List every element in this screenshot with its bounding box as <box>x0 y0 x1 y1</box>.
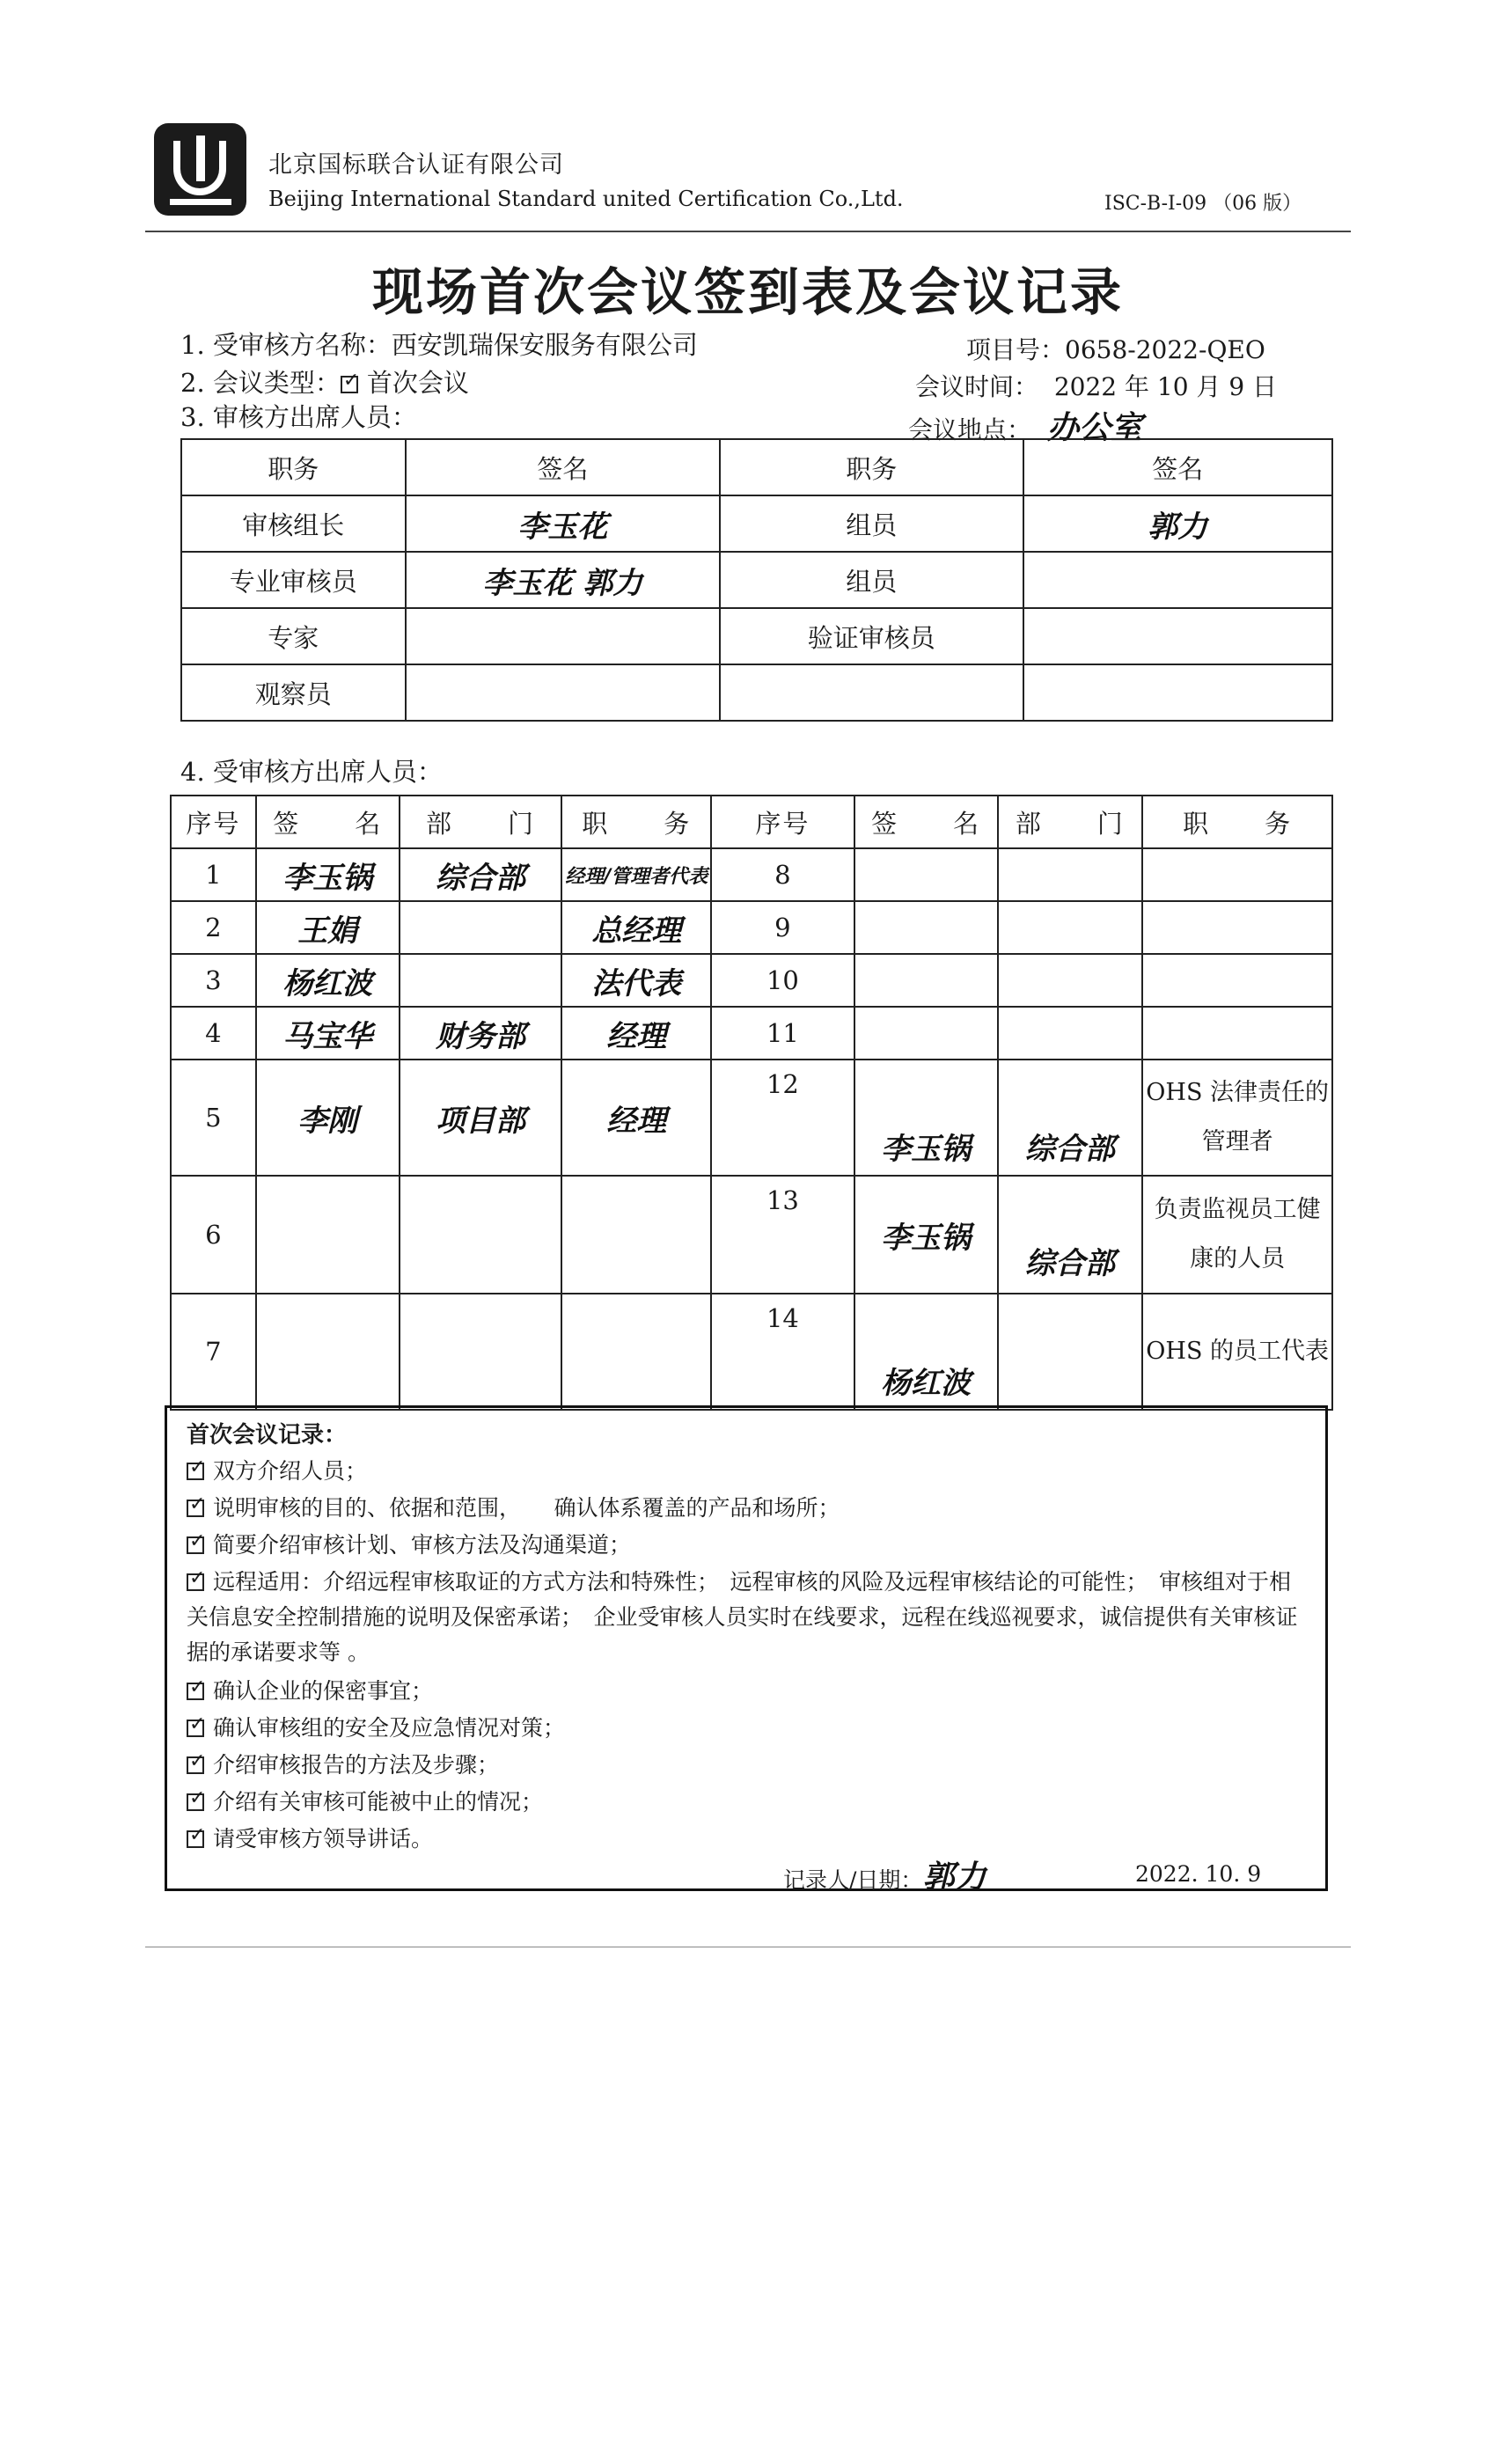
seq-cell: 6 <box>171 1176 256 1294</box>
note-checkbox <box>187 1500 204 1517</box>
table-row <box>171 901 1332 954</box>
dept-cell: 项目部 <box>400 1060 562 1176</box>
signature-cell: 王娟 <box>256 901 400 954</box>
dept-cell <box>998 901 1143 954</box>
signature-cell <box>406 664 720 721</box>
signature-cell: 李玉花 <box>406 495 720 552</box>
seq-cell: 4 <box>171 1007 256 1060</box>
position-cell: 负责监视员工健康的人员 <box>1142 1176 1332 1294</box>
signature-cell: 李玉锅 <box>854 1176 998 1294</box>
note-checkbox <box>187 1463 204 1480</box>
signature-cell: 郭力 <box>1023 495 1333 552</box>
table-row <box>181 664 1332 721</box>
position-cell: 法代表 <box>561 954 711 1007</box>
signature-cell: 李刚 <box>256 1060 400 1176</box>
seq-cell: 13 <box>711 1176 854 1294</box>
seq-cell: 7 <box>171 1294 256 1410</box>
table-row <box>171 1294 1332 1410</box>
table-row <box>171 1176 1332 1294</box>
auditee-attendees-table <box>170 795 1333 1411</box>
position-cell: OHS 法律责任的管理者 <box>1142 1060 1332 1176</box>
note-item <box>187 1565 1304 1670</box>
role-cell: 组员 <box>720 552 1023 608</box>
signature-cell <box>256 1176 400 1294</box>
role-cell: 观察员 <box>181 664 406 721</box>
dept-cell <box>998 954 1143 1007</box>
note-text: 简要介绍审核计划、审核方法及沟通渠道； <box>213 1532 632 1558</box>
position-cell <box>1142 848 1332 901</box>
meeting-type-line <box>180 363 469 400</box>
meeting-type-value: 首次会议 <box>366 368 469 398</box>
project-label: 项目号： <box>966 335 1066 364</box>
role-cell: 审核组长 <box>181 495 406 552</box>
role-cell: 专家 <box>181 608 406 664</box>
note-text: 介绍审核报告的方法及步骤； <box>213 1752 500 1778</box>
note-checkbox <box>187 1830 204 1848</box>
note-item <box>187 1785 1304 1820</box>
dept-cell <box>400 1176 562 1294</box>
audit-attendees-label: 3. 审核方出席人员： <box>180 402 417 432</box>
recorder-label: 记录人/日期： <box>783 1867 923 1893</box>
dept-cell <box>400 901 562 954</box>
table-row <box>181 608 1332 664</box>
seq-cell: 12 <box>711 1060 854 1176</box>
note-checkbox <box>187 1536 204 1554</box>
note-text: 说明审核的目的、依据和范围， 确认体系覆盖的产品和场所； <box>213 1495 840 1521</box>
project-number: 0658-2022-QEO <box>1065 335 1265 364</box>
note-item <box>187 1491 1304 1526</box>
header-cell: 签 名 <box>256 796 400 848</box>
header-divider <box>145 231 1351 232</box>
signature-cell <box>1023 552 1333 608</box>
position-cell <box>1142 901 1332 954</box>
document-title: 现场首次会议签到表及会议记录 <box>371 262 1124 322</box>
note-text: 远程适用：介绍远程审核取证的方式方法和特殊性； 远程审核的风险及远程审核结论的可能性； 审核组对于相关信息安全控制措施的说明及保密承诺； 企业受审核人员实时在线要求，远程在线巡视要求，诚信提供有关审核证据的承诺要求等 。 <box>187 1569 1298 1665</box>
signature-cell: 李玉花 郭力 <box>406 552 720 608</box>
dept-cell <box>998 848 1143 901</box>
note-item <box>187 1528 1304 1563</box>
note-item <box>187 1674 1304 1709</box>
position-cell: 经理 <box>561 1007 711 1060</box>
note-checkbox <box>187 1683 204 1700</box>
auditee-name: 西安凯瑞保安服务有限公司 <box>391 330 698 360</box>
header-cell: 职 务 <box>561 796 711 848</box>
meeting-location-value: 办公室 <box>1047 410 1143 446</box>
meeting-notes-box <box>165 1405 1328 1896</box>
dept-cell: 综合部 <box>400 848 562 901</box>
signature-cell <box>256 1294 400 1410</box>
signature-cell: 杨红波 <box>256 954 400 1007</box>
header-cell: 签名 <box>1023 439 1333 495</box>
dept-cell <box>998 1007 1143 1060</box>
note-text: 介绍有关审核可能被中止的情况； <box>213 1789 544 1815</box>
table-row <box>171 848 1332 901</box>
auditee-line <box>180 326 698 362</box>
meeting-time-label: 会议时间： <box>915 372 1039 401</box>
signature-cell: 李玉锅 <box>256 848 400 901</box>
table-row <box>171 954 1332 1007</box>
signature-cell <box>1023 664 1333 721</box>
seq-cell: 14 <box>711 1294 854 1410</box>
recorder-signature: 郭力 <box>922 1859 986 1896</box>
table-row <box>181 495 1332 552</box>
dept-cell <box>998 1294 1143 1410</box>
role-cell <box>720 664 1023 721</box>
header-cell: 序号 <box>711 796 854 848</box>
seq-cell: 8 <box>711 848 854 901</box>
note-text: 确认审核组的安全及应急情况对策； <box>213 1715 566 1741</box>
meeting-time-value: 2022 年 10 月 9 日 <box>1053 372 1278 401</box>
position-cell <box>1142 954 1332 1007</box>
position-cell <box>561 1294 711 1410</box>
dept-cell <box>400 1294 562 1410</box>
note-text: 双方介绍人员； <box>213 1458 368 1484</box>
header-cell: 签 名 <box>854 796 998 848</box>
signature-cell <box>854 1007 998 1060</box>
role-cell: 组员 <box>720 495 1023 552</box>
note-item <box>187 1822 1304 1857</box>
table-row <box>171 1007 1332 1060</box>
signature-cell <box>1023 608 1333 664</box>
role-cell: 专业审核员 <box>181 552 406 608</box>
table-row <box>171 1060 1332 1176</box>
header-cell: 序号 <box>171 796 256 848</box>
header-cell: 签名 <box>406 439 720 495</box>
position-cell <box>1142 1007 1332 1060</box>
dept-cell: 财务部 <box>400 1007 562 1060</box>
position-cell: 经理 <box>561 1060 711 1176</box>
signature-cell <box>406 608 720 664</box>
signature-cell: 李玉锅 <box>854 1060 998 1176</box>
dept-cell <box>400 954 562 1007</box>
dept-cell: 综合部 <box>998 1060 1143 1176</box>
recorder-line <box>783 1852 986 1897</box>
note-checkbox <box>187 1756 204 1774</box>
auditee-attendees-label: 4. 受审核方出席人员： <box>180 757 443 787</box>
signature-cell <box>854 901 998 954</box>
record-date: 2022. 10. 9 <box>1135 1861 1262 1887</box>
dept-cell: 综合部 <box>998 1176 1143 1294</box>
seq-cell: 5 <box>171 1060 256 1176</box>
position-cell: 经理/管理者代表 <box>561 848 711 901</box>
header-cell: 职 务 <box>1142 796 1332 848</box>
audit-team-table <box>180 438 1333 722</box>
signature-cell: 杨红波 <box>854 1294 998 1410</box>
seq-cell: 1 <box>171 848 256 901</box>
meeting-location-label: 会议地点： <box>908 415 1032 444</box>
note-item <box>187 1748 1304 1783</box>
note-text: 确认企业的保密事宜； <box>213 1678 434 1704</box>
header-cell: 部 门 <box>998 796 1143 848</box>
note-text: 请受审核方领导讲话。 <box>213 1826 434 1852</box>
signature-cell <box>854 848 998 901</box>
signature-cell <box>854 954 998 1007</box>
meeting-type-label: 2. 会议类型： <box>180 368 341 398</box>
header-cell: 职务 <box>720 439 1023 495</box>
meeting-type-checkbox <box>341 376 358 393</box>
note-item <box>187 1454 1304 1489</box>
seq-cell: 11 <box>711 1007 854 1060</box>
seq-cell: 9 <box>711 901 854 954</box>
meeting-time-line <box>915 368 1277 403</box>
signature-cell: 马宝华 <box>256 1007 400 1060</box>
note-checkbox <box>187 1793 204 1811</box>
company-name-cn: 北京国标联合认证有限公司 <box>268 151 564 179</box>
auditee-label: 1. 受审核方名称： <box>180 330 392 360</box>
note-checkbox <box>187 1573 204 1591</box>
company-logo <box>154 123 246 216</box>
table-row <box>181 552 1332 608</box>
position-cell: OHS 的员工代表 <box>1142 1294 1332 1410</box>
form-number: ISC-B-I-09 （06 版） <box>1104 193 1302 215</box>
table-header-row <box>181 439 1332 495</box>
table-header-row <box>171 796 1332 848</box>
note-checkbox <box>187 1720 204 1737</box>
header-cell: 部 门 <box>400 796 562 848</box>
seq-cell: 3 <box>171 954 256 1007</box>
project-line <box>966 331 1265 366</box>
company-name-en: Beijing International Standard united Certification Co.,Ltd. <box>268 187 904 211</box>
note-item <box>187 1711 1304 1746</box>
notes-title: 首次会议记录： <box>187 1422 348 1448</box>
seq-cell: 10 <box>711 954 854 1007</box>
seq-cell: 2 <box>171 901 256 954</box>
position-cell <box>561 1176 711 1294</box>
position-cell: 总经理 <box>561 901 711 954</box>
header-cell: 职务 <box>181 439 406 495</box>
role-cell: 验证审核员 <box>720 608 1023 664</box>
